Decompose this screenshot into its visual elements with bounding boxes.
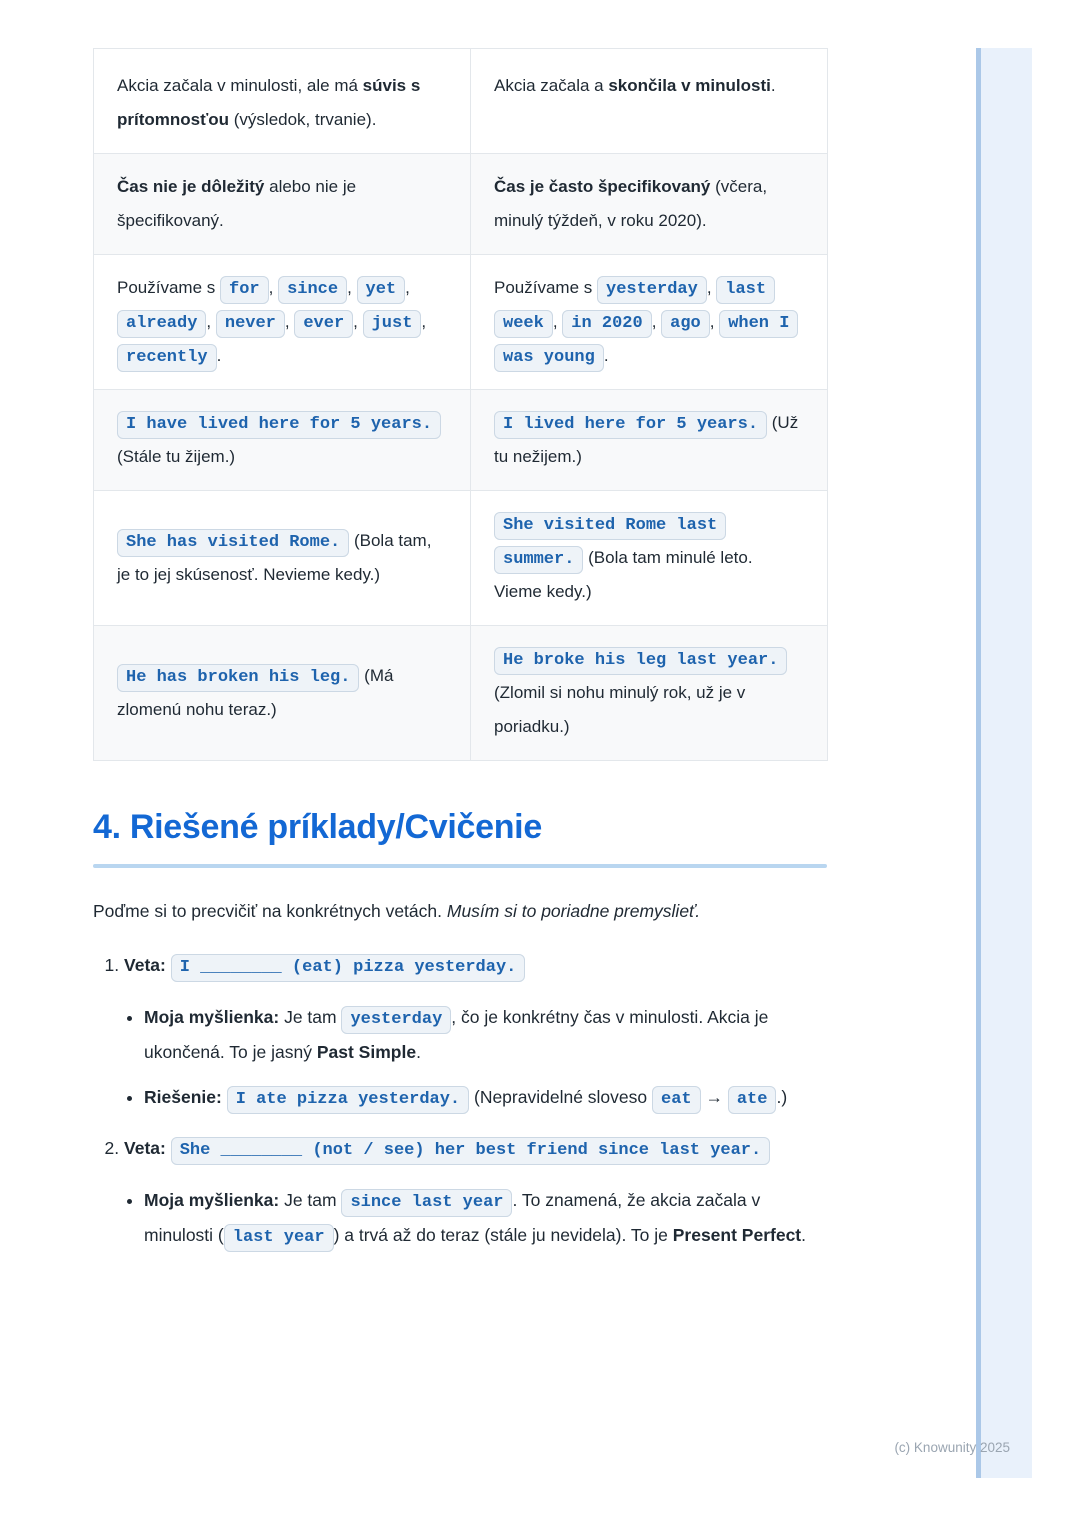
table-row bbox=[94, 491, 828, 626]
code-chip: since last year bbox=[341, 1189, 512, 1217]
past-simple-cell: I lived here for 5 years. (Už tu nežijem.) bbox=[471, 390, 828, 491]
tense-comparison-table bbox=[93, 48, 828, 761]
table-row bbox=[94, 390, 828, 491]
bold-text: súvis s prítomnosťou bbox=[117, 76, 421, 129]
code-chip: I have lived here for 5 years. bbox=[117, 411, 441, 439]
code-chip: for bbox=[220, 276, 269, 304]
exercise-item-1 bbox=[124, 948, 827, 1115]
present-perfect-cell: She has visited Rome. (Bola tam, je to jej skúsenosť. Nevieme kedy.) bbox=[94, 491, 471, 626]
table-row bbox=[94, 626, 828, 761]
code-chip: yesterday bbox=[597, 276, 707, 304]
scrollbar-thumb[interactable] bbox=[976, 48, 981, 1478]
code-chip: He has broken his leg. bbox=[117, 664, 359, 692]
code-chip: He broke his leg last year. bbox=[494, 647, 787, 675]
present-perfect-cell: He has broken his leg. (Má zlomenú nohu teraz.) bbox=[94, 626, 471, 761]
veta-label: Veta: bbox=[124, 955, 166, 975]
bullet-item: • Riešenie: I ate pizza yesterday. (Nepravidelné sloveso eat → ate .) bbox=[144, 1080, 827, 1115]
code-chip: I ________ (eat) pizza yesterday. bbox=[171, 954, 526, 982]
sentence-chip-wrap bbox=[171, 1138, 771, 1158]
code-chip: in 2020 bbox=[562, 310, 651, 338]
bold-text: Moja myšlienka: bbox=[144, 1007, 280, 1027]
code-chip: never bbox=[216, 310, 285, 338]
bold-text: Moja myšlienka: bbox=[144, 1190, 280, 1210]
bold-text: Riešenie: bbox=[144, 1087, 222, 1107]
present-perfect-cell: I have lived here for 5 years. (Stále tu žijem.) bbox=[94, 390, 471, 491]
intro-paragraph: Poďme si to precvičiť na konkrétnych vetách. Musím si to poriadne premyslieť. bbox=[93, 901, 701, 921]
code-chip: yet bbox=[357, 276, 406, 304]
bullet-item: • Moja myšlienka: Je tam yesterday , čo je konkrétny čas v minulosti. Akcia je ukončená. To je jasný Past Simple. bbox=[144, 1000, 827, 1070]
bold-text: skončila v minulosti bbox=[608, 76, 771, 95]
veta-label: Veta: bbox=[124, 1138, 166, 1158]
bullet-list bbox=[124, 1000, 827, 1115]
sentence-line bbox=[124, 1131, 827, 1169]
code-chip: I lived here for 5 years. bbox=[494, 411, 767, 439]
code-chip: when I was young bbox=[494, 310, 798, 372]
code-chip: last year bbox=[224, 1224, 334, 1252]
code-chip: She ________ (not / see) her best friend since last year. bbox=[171, 1137, 771, 1165]
copyright-footer: (c) Knowunity 2025 bbox=[894, 1440, 1010, 1455]
past-simple-cell: Používame s yesterday , last week , in 2020 , ago , when I was young . bbox=[471, 255, 828, 390]
bold-text: Čas je často špecifikovaný bbox=[494, 177, 711, 196]
code-chip: I ate pizza yesterday. bbox=[227, 1086, 469, 1114]
code-chip: yesterday bbox=[341, 1006, 451, 1034]
table-row bbox=[94, 255, 828, 390]
bold-text: Čas nie je dôležitý bbox=[117, 177, 265, 196]
code-chip: just bbox=[363, 310, 422, 338]
present-perfect-cell: Používame s for , since , yet , already , never , ever , just , recently . bbox=[94, 255, 471, 390]
preview-panel bbox=[981, 48, 1032, 1478]
bold-text: Present Perfect bbox=[672, 1225, 802, 1245]
past-simple-cell: She visited Rome last summer. (Bola tam minulé leto. Vieme kedy.) bbox=[471, 491, 828, 626]
sentence-line bbox=[124, 948, 827, 986]
code-chip: ago bbox=[661, 310, 710, 338]
past-simple-cell: He broke his leg last year. (Zlomil si nohu minulý rok, už je v poriadku.) bbox=[471, 626, 828, 761]
code-chip: since bbox=[278, 276, 347, 304]
table-row bbox=[94, 154, 828, 255]
code-chip: ever bbox=[294, 310, 353, 338]
table-row bbox=[94, 49, 828, 154]
bullet-list bbox=[124, 1183, 827, 1253]
code-chip: She has visited Rome. bbox=[117, 529, 349, 557]
exercise-item-2 bbox=[124, 1131, 827, 1253]
section-underline bbox=[93, 864, 827, 868]
exercise-list bbox=[93, 948, 827, 1253]
document-content bbox=[93, 48, 827, 1269]
past-simple-cell: Čas je často špecifikovaný (včera, minulý týždeň, v roku 2020). bbox=[471, 154, 828, 255]
code-chip: already bbox=[117, 310, 206, 338]
italic-text: Musím si to poriadne premyslieť. bbox=[446, 901, 701, 921]
code-chip: eat bbox=[652, 1086, 701, 1114]
bullet-item: • Moja myšlienka: Je tam since last year . To znamená, že akcia začala v minulosti ( last year ) a trvá až do teraz (stále ju nevidela). To je Present Perfect. bbox=[144, 1183, 827, 1253]
bold-text: Past Simple bbox=[316, 1042, 417, 1062]
past-simple-cell: Akcia začala a skončila v minulosti. bbox=[471, 49, 828, 154]
present-perfect-cell: Akcia začala v minulosti, ale má súvis s prítomnosťou (výsledok, trvanie). bbox=[94, 49, 471, 154]
code-chip: recently bbox=[117, 344, 217, 372]
code-chip: ate bbox=[728, 1086, 777, 1114]
code-chip: She visited Rome last summer. bbox=[494, 512, 726, 574]
sentence-chip-wrap bbox=[171, 955, 526, 975]
present-perfect-cell: Čas nie je dôležitý alebo nie je špecifikovaný. bbox=[94, 154, 471, 255]
section-heading: 4. Riešené príklady/Cvičenie bbox=[93, 808, 542, 846]
code-chip: last week bbox=[494, 276, 775, 338]
